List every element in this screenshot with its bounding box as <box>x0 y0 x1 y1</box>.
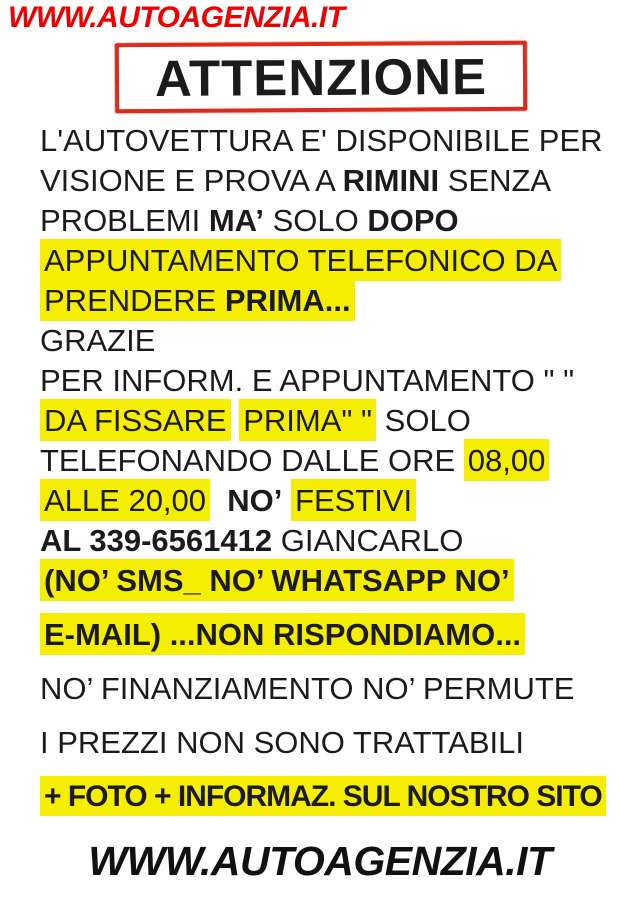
line-hours-2: ALLE 20,00 NO’ FESTIVI <box>40 481 630 521</box>
line-thanks: GRAZIE <box>40 323 156 358</box>
footer-site-url: WWW.AUTOAGENZIA.IT <box>88 838 552 884</box>
highlighted-text: APPUNTAMENTO TELEFONICO DA <box>40 239 561 281</box>
highlighted-text: PRIMA" " <box>239 399 376 441</box>
highlighted-text: FESTIVI <box>291 479 416 521</box>
line-no-financing: NO’ FINANZIAMENTO NO’ PERMUTE <box>40 671 575 706</box>
line-phone <box>40 521 630 561</box>
highlighted-text: E-MAIL) ...NON RISPONDIAMO... <box>40 613 525 655</box>
highlighted-text: (NO’ SMS_ NO’ WHATSAPP NO’ <box>40 559 514 601</box>
line-website-promo <box>40 777 630 817</box>
header-site-url: WWW.AUTOAGENZIA.IT <box>8 1 345 34</box>
opening-hour: 08,00 <box>464 439 550 481</box>
line-info-2: DA FISSARE PRIMA" " SOLO <box>40 401 630 441</box>
notice-body <box>40 121 630 817</box>
closing-hour: ALLE 20,00 <box>40 479 210 521</box>
contact-name: GIANCARLO <box>272 523 464 558</box>
phone-number: AL 339-6561412 <box>40 523 273 558</box>
line-availability-2: VISIONE E PROVA A RIMINI SENZA <box>40 163 552 198</box>
line-no-sms <box>40 561 630 601</box>
highlighted-text: DA FISSARE <box>40 399 231 441</box>
highlighted-text: + FOTO + INFORMAZ. SUL NOSTRO SITO <box>40 776 606 816</box>
line-hours-1: TELEFONANDO DALLE ORE 08,00 <box>40 441 630 481</box>
attention-title: ATTENZIONE <box>154 47 488 107</box>
line-no-email <box>40 615 630 655</box>
line-info-1: PER INFORM. E APPUNTAMENTO " " <box>40 363 575 398</box>
line-appointment-2 <box>40 281 630 321</box>
line-prices: I PREZZI NON SONO TRATTABILI <box>40 725 524 760</box>
city-name: RIMINI <box>342 163 440 198</box>
line-appointment-1 <box>40 241 630 281</box>
line-availability-3: PROBLEMI MA’ SOLO DOPO <box>40 203 459 238</box>
highlighted-text: PRENDERE PRIMA... <box>40 279 355 321</box>
line-availability-1: L'AUTOVETTURA E' DISPONIBILE PER <box>40 123 603 158</box>
attention-box <box>115 41 527 114</box>
